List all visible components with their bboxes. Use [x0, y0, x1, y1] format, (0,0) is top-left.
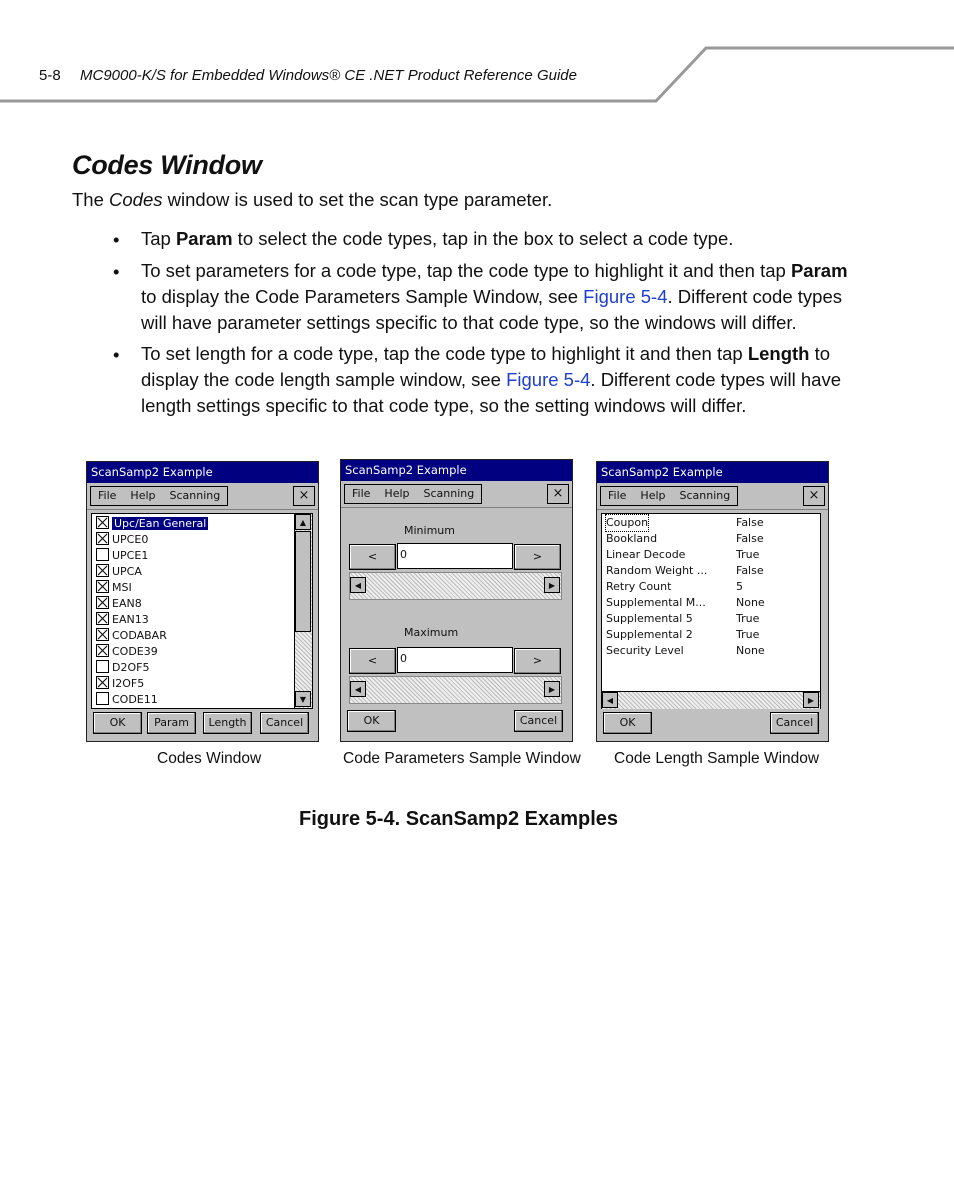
- client-area: [341, 508, 572, 741]
- maximum-label: Maximum: [404, 626, 459, 639]
- menu-bar: [597, 483, 828, 510]
- scroll-right-icon[interactable]: ▶: [544, 577, 560, 593]
- property-list[interactable]: [601, 513, 821, 709]
- list-item[interactable]: [606, 531, 806, 547]
- checkbox-checked-icon[interactable]: [96, 532, 109, 545]
- property-name: Security Level: [606, 644, 684, 657]
- list-item[interactable]: [96, 644, 158, 660]
- client-area: [597, 510, 828, 741]
- scroll-down-icon[interactable]: ▼: [295, 691, 311, 707]
- list-item-label: CODE39: [112, 645, 158, 658]
- ok-button[interactable]: OK: [347, 710, 396, 732]
- maximum-increase-button[interactable]: >: [514, 648, 561, 674]
- property-name: Linear Decode: [606, 548, 686, 561]
- list-item-label: UPCE0: [112, 533, 149, 546]
- list-item-label: CODABAR: [112, 629, 167, 642]
- close-icon[interactable]: ×: [293, 486, 315, 506]
- codes-window: [86, 461, 319, 742]
- code-parameters-window: [340, 459, 573, 742]
- list-item[interactable]: [606, 643, 806, 659]
- param-button[interactable]: Param: [147, 712, 196, 734]
- scroll-left-icon[interactable]: ◀: [602, 692, 618, 708]
- list-item-label: D2OF5: [112, 661, 150, 674]
- property-value: False: [736, 564, 764, 577]
- list-item[interactable]: [96, 628, 167, 644]
- list-item[interactable]: [606, 595, 806, 611]
- minimum-scrollbar[interactable]: [349, 572, 562, 600]
- bullet-marker: •: [113, 261, 120, 282]
- scroll-left-icon[interactable]: ◀: [350, 681, 366, 697]
- caption-code-length-window: Code Length Sample Window: [614, 750, 820, 767]
- list-item-label: EAN13: [112, 613, 149, 626]
- menu-help[interactable]: Help: [640, 489, 666, 502]
- property-value: 5: [736, 580, 743, 593]
- vertical-scrollbar[interactable]: [294, 514, 312, 708]
- cancel-button[interactable]: Cancel: [770, 712, 819, 734]
- window-title: ScanSamp2 Example: [597, 462, 828, 483]
- checkbox-checked-icon[interactable]: [96, 612, 109, 625]
- checkbox-empty-icon[interactable]: [96, 692, 109, 705]
- property-name: Bookland: [606, 532, 658, 545]
- checkbox-checked-icon[interactable]: [96, 580, 109, 593]
- list-item[interactable]: [96, 580, 132, 596]
- list-item-label: UPCA: [112, 565, 142, 578]
- property-name: Coupon: [606, 516, 649, 529]
- checkbox-empty-icon[interactable]: [96, 548, 109, 561]
- menu-help[interactable]: Help: [130, 489, 156, 502]
- length-button[interactable]: Length: [203, 712, 252, 734]
- checkbox-checked-icon[interactable]: [96, 564, 109, 577]
- close-icon[interactable]: ×: [803, 486, 825, 506]
- property-name: Supplemental 5: [606, 612, 693, 625]
- section-heading: Codes Window: [72, 150, 262, 180]
- menu-box: [600, 486, 738, 506]
- list-item[interactable]: [606, 515, 806, 531]
- menu-scanning[interactable]: Scanning: [423, 487, 475, 500]
- list-item-label: Upc/Ean General: [114, 517, 207, 530]
- horizontal-scrollbar[interactable]: [602, 691, 820, 709]
- minimum-label: Minimum: [404, 524, 455, 537]
- scroll-left-icon[interactable]: ◀: [350, 577, 366, 593]
- property-name: Supplemental 2: [606, 628, 693, 641]
- cancel-button[interactable]: Cancel: [514, 710, 563, 732]
- window-title: ScanSamp2 Example: [341, 460, 572, 481]
- scroll-right-icon[interactable]: ▶: [803, 692, 819, 708]
- checkbox-checked-icon[interactable]: [96, 596, 109, 609]
- list-item-label: I2OF5: [112, 677, 145, 690]
- bullet-marker: •: [113, 344, 120, 365]
- property-name: Random Weight ...: [606, 564, 708, 577]
- menu-bar: [341, 481, 572, 508]
- bullet-marker: •: [113, 229, 120, 250]
- caption-codes-window: Codes Window: [157, 750, 262, 767]
- scroll-thumb[interactable]: [295, 531, 311, 632]
- menu-help[interactable]: Help: [384, 487, 410, 500]
- running-header-title: MC9000-K/S for Embedded Windows® CE .NET Product Reference Guide: [80, 67, 577, 84]
- list-item-label: MSI: [112, 581, 132, 594]
- list-item-label: EAN8: [112, 597, 142, 610]
- bullet-item: To set parameters for a code type, tap the code type to highlight it and then tap Param to display the Code Parameters Sample Window, see Figure 5-4. Different code types will have parameter settings specific to that code type, so the windows will differ.: [141, 260, 848, 333]
- minimum-input[interactable]: 0: [397, 543, 513, 569]
- close-icon[interactable]: ×: [547, 484, 569, 504]
- client-area: [87, 510, 318, 741]
- maximum-input[interactable]: 0: [397, 647, 513, 673]
- ok-button[interactable]: OK: [603, 712, 652, 734]
- list-item[interactable]: [96, 516, 208, 532]
- list-item-label: CODE11: [112, 693, 158, 706]
- menu-scanning[interactable]: Scanning: [679, 489, 731, 502]
- minimum-decrease-button[interactable]: <: [349, 544, 396, 570]
- checkbox-checked-icon[interactable]: [96, 516, 109, 529]
- property-name: Supplemental M...: [606, 596, 706, 609]
- cancel-button[interactable]: Cancel: [260, 712, 309, 734]
- checkbox-empty-icon[interactable]: [96, 660, 109, 673]
- property-value: False: [736, 516, 764, 529]
- page-number: 5-8: [39, 67, 61, 84]
- list-item[interactable]: [96, 532, 148, 548]
- property-value: None: [736, 596, 765, 609]
- list-item[interactable]: [606, 547, 806, 563]
- menu-file[interactable]: File: [352, 487, 371, 500]
- menu-box: [90, 486, 228, 506]
- code-type-list[interactable]: [91, 513, 313, 709]
- list-item[interactable]: [96, 676, 144, 692]
- property-name: Retry Count: [606, 580, 672, 593]
- caption-code-parameters-window: Code Parameters Sample Window: [343, 750, 581, 767]
- checkbox-checked-icon[interactable]: [96, 676, 109, 689]
- figure-link[interactable]: Figure 5-4: [583, 286, 668, 307]
- menu-bar: [87, 483, 318, 510]
- ok-button[interactable]: OK: [93, 712, 142, 734]
- list-item[interactable]: [96, 548, 148, 564]
- list-item[interactable]: [96, 692, 158, 708]
- intro-paragraph: The Codes window is used to set the scan type parameter.: [72, 189, 553, 210]
- maximum-decrease-button[interactable]: <: [349, 648, 396, 674]
- scroll-right-icon[interactable]: ▶: [544, 681, 560, 697]
- scroll-up-icon[interactable]: ▲: [295, 514, 311, 530]
- property-value: True: [736, 628, 760, 641]
- list-item[interactable]: [606, 611, 806, 627]
- menu-file[interactable]: File: [608, 489, 627, 502]
- minimum-increase-button[interactable]: >: [514, 544, 561, 570]
- figure-link[interactable]: Figure 5-4: [506, 369, 591, 390]
- list-item[interactable]: [96, 660, 149, 676]
- list-item[interactable]: [96, 612, 149, 628]
- property-value: True: [736, 548, 760, 561]
- list-item[interactable]: [96, 596, 142, 612]
- window-title: ScanSamp2 Example: [87, 462, 318, 483]
- property-value: False: [736, 532, 764, 545]
- menu-scanning[interactable]: Scanning: [169, 489, 221, 502]
- list-item[interactable]: [96, 564, 142, 580]
- list-item[interactable]: [606, 579, 806, 595]
- checkbox-checked-icon[interactable]: [96, 628, 109, 641]
- menu-box: [344, 484, 482, 504]
- code-length-window: [596, 461, 829, 742]
- bullet-item: To set length for a code type, tap the code type to highlight it and then tap Length to display the code length sample window, see Figure 5-4. Different code types will have length settings specific to that code type, so the setting windows will differ.: [141, 343, 841, 416]
- property-value: True: [736, 612, 760, 625]
- figure-title: Figure 5-4. ScanSamp2 Examples: [299, 808, 619, 830]
- list-item-label: UPCE1: [112, 549, 149, 562]
- maximum-scrollbar[interactable]: [349, 676, 562, 704]
- checkbox-checked-icon[interactable]: [96, 644, 109, 657]
- property-value: None: [736, 644, 765, 657]
- bullet-item: Tap Param to select the code types, tap in the box to select a code type.: [141, 228, 734, 249]
- list-item[interactable]: [606, 563, 806, 579]
- menu-file[interactable]: File: [98, 489, 117, 502]
- list-item[interactable]: [606, 627, 806, 643]
- header-rule: [0, 0, 954, 110]
